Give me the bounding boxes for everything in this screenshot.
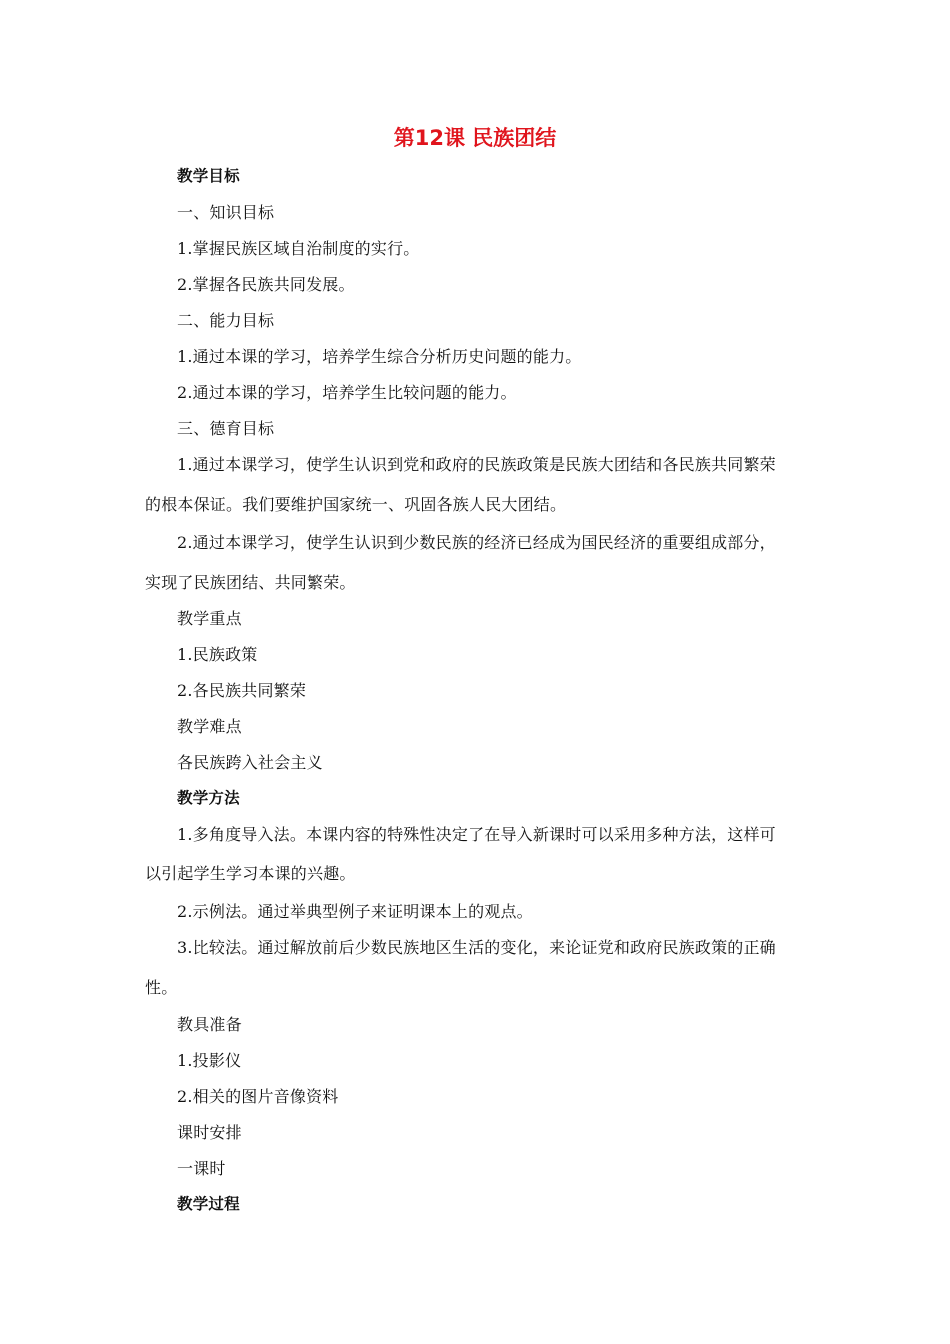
- objectives-heading: 教学目标: [177, 167, 240, 185]
- difficulty-heading: 教学难点: [177, 717, 242, 736]
- method-item-3-line-2: 性。: [145, 978, 178, 997]
- method-item-3-line-1: 3.比较法。通过解放前后少数民族地区生活的变化，来论证党和政府民族政策的正确: [177, 938, 776, 957]
- focus-heading: 教学重点: [177, 609, 242, 628]
- knowledge-item-2: 2.掌握各民族共同发展。: [177, 275, 355, 294]
- method-item-2: 2.示例法。通过举典型例子来证明课本上的观点。: [177, 902, 533, 921]
- moral-item-2-line-1: 2.通过本课学习，使学生认识到少数民族的经济已经成为国民经济的重要组成部分，: [177, 533, 776, 552]
- method-heading: 教学方法: [177, 789, 240, 807]
- page-title: 第12课 民族团结: [393, 126, 557, 150]
- moral-item-1-line-2: 的根本保证。我们要维护国家统一、巩固各族人民大团结。: [145, 495, 567, 514]
- moral-item-1-line-1: 1.通过本课学习，使学生认识到党和政府的民族政策是民族大团结和各民族共同繁荣: [177, 455, 776, 474]
- tools-item-1: 1.投影仪: [177, 1051, 242, 1070]
- ability-heading: 二、能力目标: [177, 311, 275, 330]
- method-item-1-line-1: 1.多角度导入法。本课内容的特殊性决定了在导入新课时可以采用多种方法，这样可: [177, 825, 776, 844]
- focus-item-1: 1.民族政策: [177, 645, 258, 664]
- tools-item-2: 2.相关的图片音像资料: [177, 1087, 339, 1106]
- knowledge-heading: 一、知识目标: [177, 203, 275, 222]
- focus-item-2: 2.各民族共同繁荣: [177, 681, 307, 700]
- tools-heading: 教具准备: [177, 1015, 242, 1034]
- moral-item-2-line-2: 实现了民族团结、共同繁荣。: [145, 573, 356, 592]
- ability-item-1: 1.通过本课的学习，培养学生综合分析历史问题的能力。: [177, 347, 582, 366]
- moral-heading: 三、德育目标: [177, 419, 275, 438]
- knowledge-item-1: 1.掌握民族区域自治制度的实行。: [177, 239, 420, 258]
- process-heading: 教学过程: [177, 1195, 240, 1213]
- method-item-1-line-2: 以引起学生学习本课的兴趣。: [145, 864, 356, 883]
- schedule-item-1: 一课时: [177, 1159, 226, 1178]
- difficulty-item-1: 各民族跨入社会主义: [177, 753, 323, 772]
- schedule-heading: 课时安排: [177, 1123, 242, 1142]
- ability-item-2: 2.通过本课的学习，培养学生比较问题的能力。: [177, 383, 517, 402]
